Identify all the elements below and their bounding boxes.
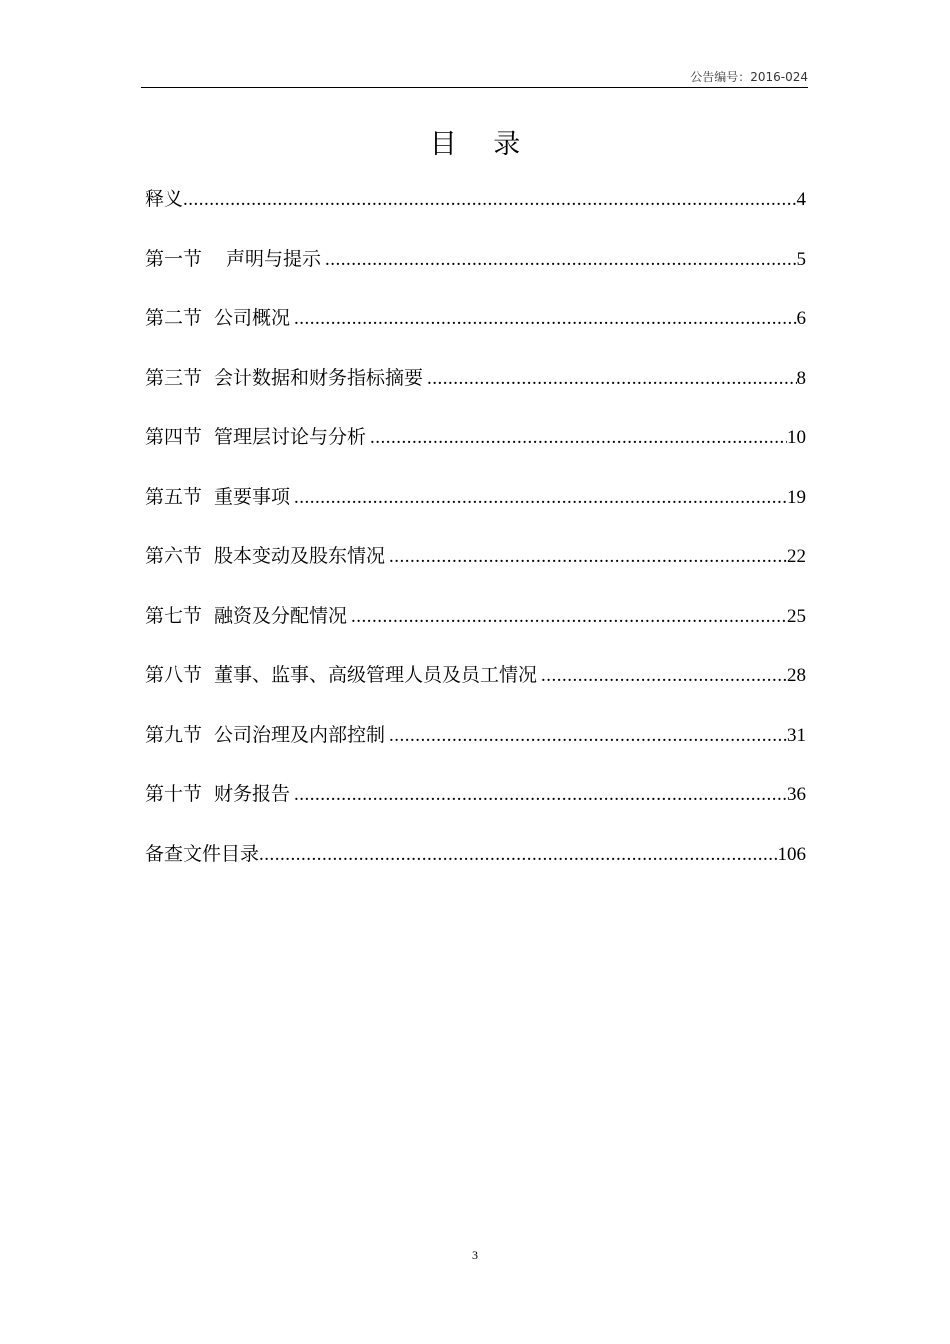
toc-entry-label: 公司治理及内部控制 [214, 723, 386, 746]
toc-entry-page: 22 [787, 546, 806, 567]
table-of-contents [145, 183, 806, 897]
toc-entry-section-9[interactable] [145, 719, 806, 779]
toc-entry-page: 25 [787, 605, 806, 627]
toc-entry-section-7[interactable] [145, 600, 806, 660]
toc-entry-section-1[interactable] [145, 243, 806, 303]
toc-entry-section: 第七节 [145, 604, 203, 627]
toc-leader-dots [423, 363, 796, 395]
announcement-number: 公告编号：2016-024 [690, 70, 808, 84]
toc-entry-label: 会计数据和财务指标摘要 [214, 366, 424, 389]
toc-leader-dots [183, 184, 796, 216]
toc-entry-section-2[interactable] [145, 302, 806, 362]
toc-entry-reference-documents[interactable] [145, 838, 806, 898]
toc-entry-section: 第一节 [145, 247, 203, 270]
toc-entry-label: 融资及分配情况 [214, 604, 348, 627]
toc-entry-page: 28 [787, 665, 806, 686]
toc-entry-page: 31 [787, 724, 806, 746]
toc-leader-dots [537, 660, 787, 692]
toc-entry-definitions[interactable] [145, 183, 806, 243]
toc-entry-section: 第八节 [145, 664, 203, 686]
header-divider [141, 87, 808, 88]
toc-entry-section: 第三节 [145, 366, 203, 389]
toc-entry-label: 公司概况 [214, 307, 291, 329]
toc-leader-dots [321, 244, 796, 276]
toc-leader-dots [290, 303, 796, 335]
toc-entry-label: 重要事项 [214, 485, 291, 508]
toc-entry-page: 6 [796, 308, 806, 329]
toc-entry-page: 5 [796, 248, 806, 270]
toc-entry-section: 第九节 [145, 723, 203, 746]
toc-entry-label: 财务报告 [214, 783, 291, 805]
toc-entry-section-5[interactable] [145, 481, 806, 541]
toc-leader-dots [385, 541, 787, 573]
toc-entry-page: 4 [796, 189, 806, 210]
toc-entry-label: 释义 [145, 188, 184, 210]
toc-entry-page: 8 [796, 367, 806, 389]
toc-entry-label: 声明与提示 [226, 247, 322, 270]
toc-leader-dots [290, 482, 787, 514]
toc-entry-section: 第六节 [145, 545, 203, 567]
toc-entry-page: 106 [777, 843, 806, 865]
toc-leader-dots [290, 779, 787, 811]
toc-entry-page: 10 [787, 427, 806, 448]
page-number: 3 [472, 1248, 478, 1262]
toc-entry-section-10[interactable] [145, 778, 806, 838]
toc-leader-dots [385, 720, 787, 752]
toc-entry-page: 36 [787, 784, 806, 805]
toc-entry-section-4[interactable] [145, 421, 806, 481]
toc-entry-section-3[interactable] [145, 362, 806, 422]
toc-entry-section: 第二节 [145, 307, 203, 329]
toc-leader-dots [259, 839, 777, 871]
toc-leader-dots [347, 601, 787, 633]
toc-entry-section-6[interactable] [145, 540, 806, 600]
toc-entry-label: 备查文件目录 [145, 842, 260, 865]
toc-entry-section: 第十节 [145, 783, 203, 805]
toc-leader-dots [366, 422, 787, 454]
toc-entry-page: 19 [787, 486, 806, 508]
toc-entry-label: 股本变动及股东情况 [214, 545, 386, 567]
toc-entry-section-8[interactable] [145, 659, 806, 719]
toc-entry-label: 管理层讨论与分析 [214, 426, 367, 448]
toc-entry-section: 第四节 [145, 426, 203, 448]
toc-entry-section: 第五节 [145, 485, 203, 508]
toc-entry-label: 董事、监事、高级管理人员及员工情况 [214, 664, 538, 686]
page-title: 目 录 [429, 129, 535, 160]
